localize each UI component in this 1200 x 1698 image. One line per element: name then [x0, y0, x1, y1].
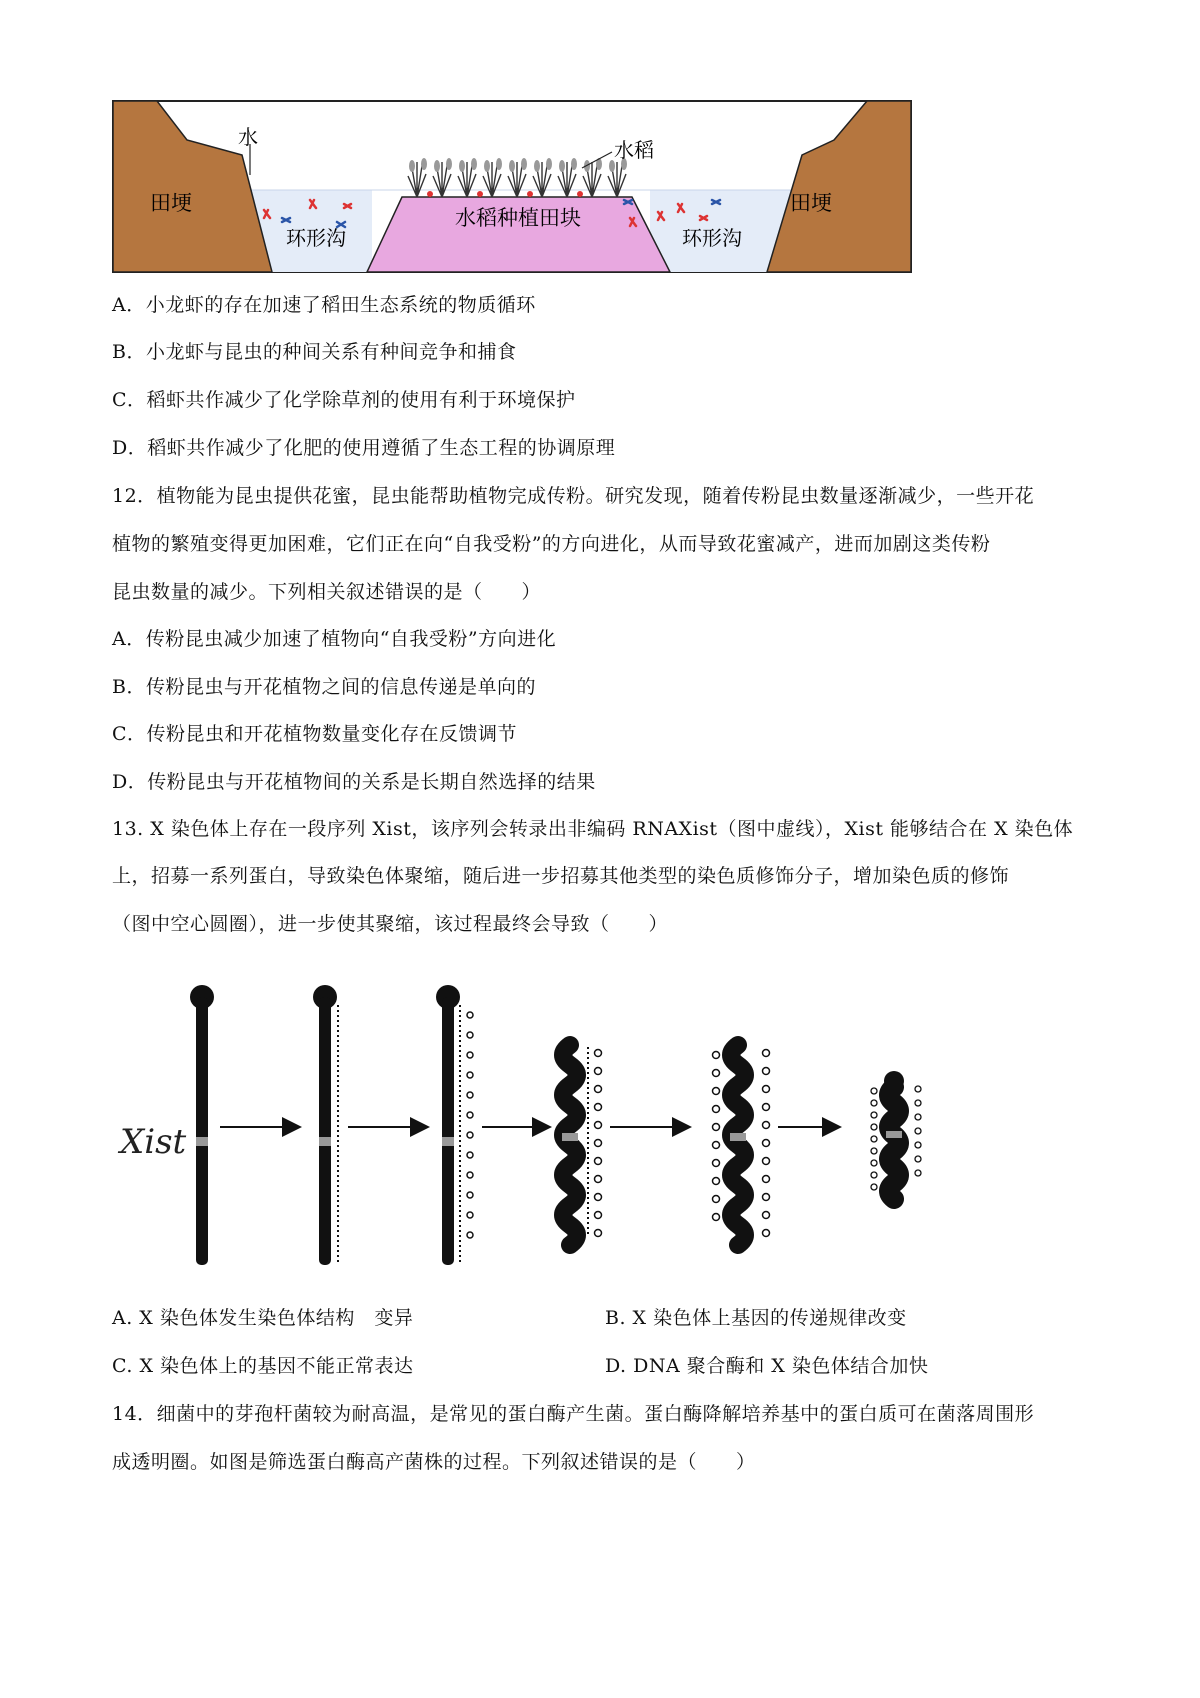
q13-stem-line-1: 13. X 染色体上存在一段序列 Xist，该序列会转录出非编码 RNAXist（图中虚线），Xist 能够结合在 X 染色体 [112, 818, 1074, 840]
center-block-label: 水稻种植田块 [455, 206, 581, 230]
q12-stem-line-3: 昆虫数量的减少。下列相关叙述错误的是（ ） [112, 581, 542, 603]
q12-option-a: A．传粉昆虫减少加速了植物向“自我受粉”方向进化 [112, 628, 557, 650]
xist-label: Xist [120, 1122, 187, 1162]
q14-stem-line-1: 14．细菌中的芽孢杆菌较为耐高温，是常见的蛋白酶产生菌。蛋白酶降解培养基中的蛋白质可在菌落周围形 [112, 1403, 1035, 1425]
q13-option-b: B. X 染色体上基因的传递规律改变 [605, 1307, 907, 1329]
q11-option-c: C．稻虾共作减少了化学除草剂的使用有利于环境保护 [112, 389, 576, 411]
chromosome-stage-5 [713, 1045, 770, 1245]
left-ditch-label: 环形沟 [286, 226, 346, 250]
rice-label: 水稻 [614, 138, 654, 162]
q12-option-b: B．传粉昆虫与开花植物之间的信息传递是单向的 [112, 676, 536, 698]
left-bank-label: 田埂 [150, 191, 192, 215]
xist-chromosome-diagram [110, 975, 950, 1275]
rice-field-diagram [112, 100, 912, 275]
q12-option-d: D．传粉昆虫与开花植物间的关系是长期自然选择的结果 [112, 771, 596, 793]
q11-option-b: B．小龙虾与昆虫的种间关系有种间竞争和捕食 [112, 341, 517, 363]
q13-option-c: C. X 染色体上的基因不能正常表达 [112, 1355, 414, 1377]
q14-stem-line-2: 成透明圈。如图是筛选蛋白酶高产菌株的过程。下列叙述错误的是（ ） [112, 1451, 756, 1473]
water-label: 水 [238, 125, 258, 149]
chromosome-stage-4 [562, 1045, 602, 1245]
q13-option-a: A. X 染色体发生染色体结构 变异 [112, 1307, 414, 1329]
right-ditch-label: 环形沟 [682, 226, 742, 250]
chromosome-stage-2 [313, 985, 338, 1265]
q13-stem-line-2: 上，招募一系列蛋白，导致染色体聚缩，随后进一步招募其他类型的染色质修饰分子，增加染色质的修饰 [112, 865, 1010, 887]
q12-stem-line-2: 植物的繁殖变得更加困难，它们正在向“自我受粉”的方向进化，从而导致花蜜减产，进而加剧这类传粉 [112, 533, 991, 555]
q11-option-a: A．小龙虾的存在加速了稻田生态系统的物质循环 [112, 294, 536, 316]
chromosome-stage-6 [871, 1071, 921, 1199]
q12-stem-line-1: 12．植物能为昆虫提供花蜜，昆虫能帮助植物完成传粉。研究发现，随着传粉昆虫数量逐渐减少，一些开花 [112, 485, 1035, 507]
q12-option-c: C．传粉昆虫和开花植物数量变化存在反馈调节 [112, 723, 518, 745]
q13-option-d: D. DNA 聚合酶和 X 染色体结合加快 [605, 1355, 929, 1377]
chromosome-stage-3 [436, 985, 473, 1265]
q11-option-d: D．稻虾共作减少了化肥的使用遵循了生态工程的协调原理 [112, 437, 616, 459]
q13-stem-line-3: （图中空心圆圈），进一步使其聚缩，该过程最终会导致（ ） [112, 913, 669, 935]
right-bank-label: 田埂 [790, 191, 832, 215]
chromosome-stage-1 [190, 985, 214, 1265]
